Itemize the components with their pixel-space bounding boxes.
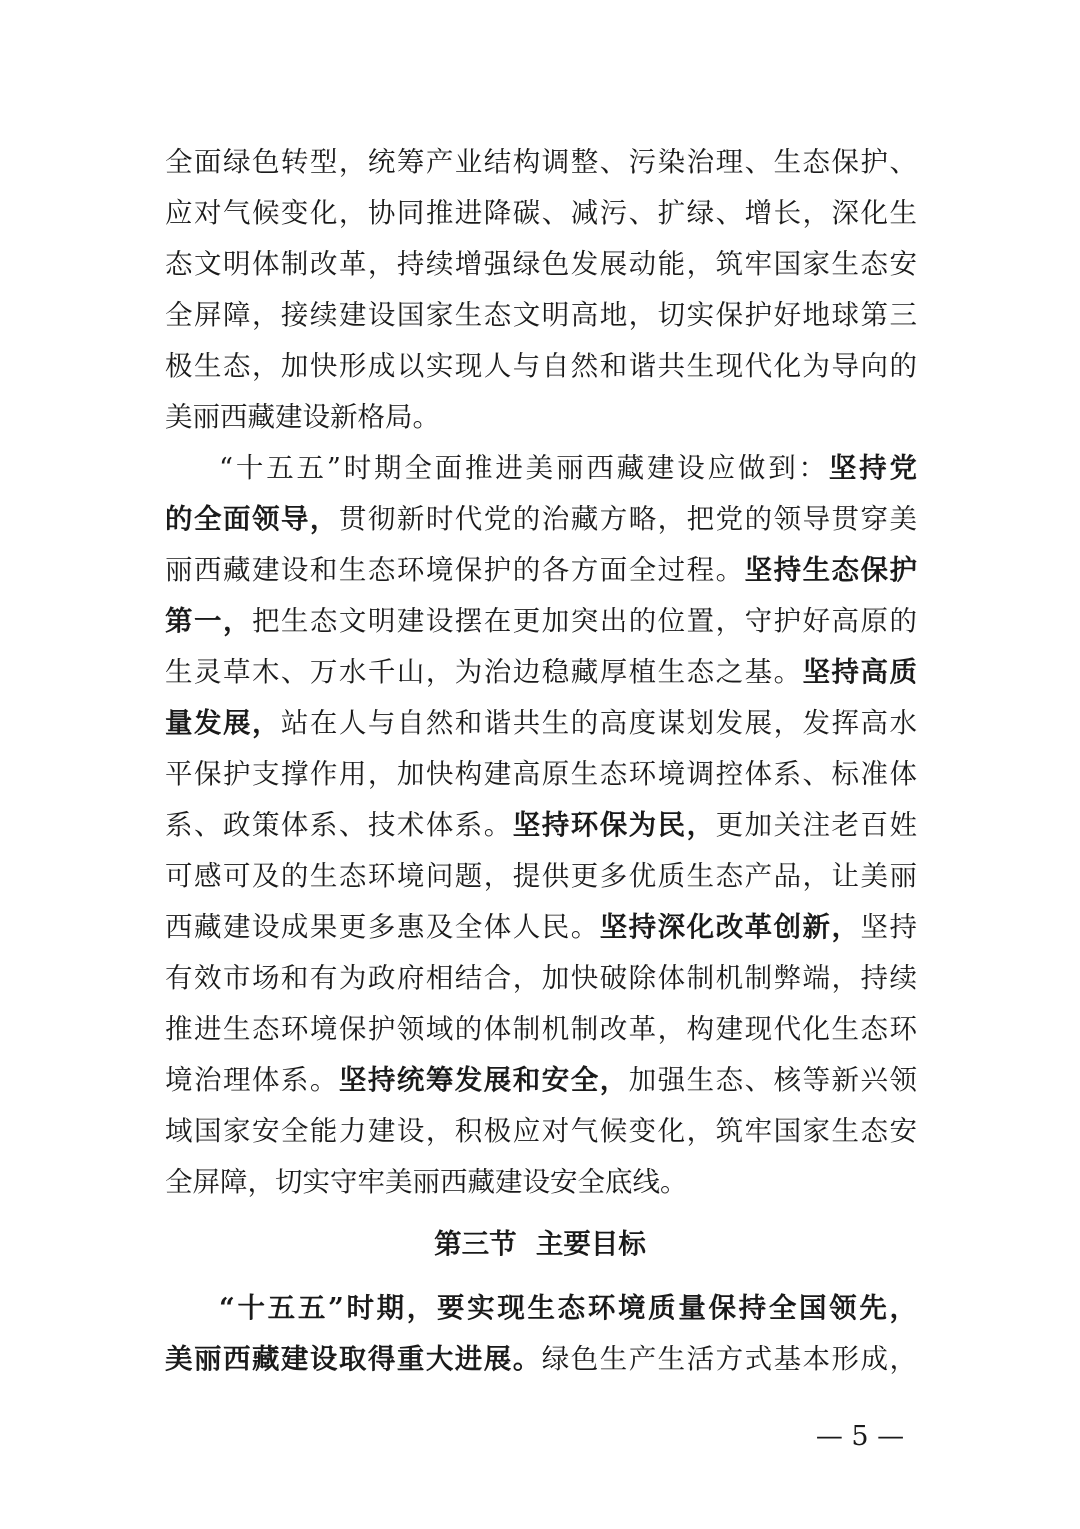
text-run: 站在人与自然和谐共生的高度谋划发展，发挥高水 [280, 707, 917, 739]
text-run: 生灵草木、万水千山，为治边稳藏厚植生态之基。 [165, 656, 803, 688]
text-run: 把生态文明建设摆在更加突出的位置，守护好高原的 [251, 605, 918, 637]
paragraph-2-line-8 [165, 805, 917, 845]
paragraph-2-line-13 [165, 1060, 917, 1100]
text-run: 更加关注老百姓 [715, 809, 918, 841]
text-run: 贯彻新时代党的治藏方略，把党的领导贯穿美 [338, 503, 918, 535]
bold-text-run: 美丽西藏建设取得重大进展。 [165, 1343, 542, 1375]
bold-text-run: 坚持统筹发展和安全， [338, 1064, 629, 1096]
paragraph-2-line-11: 有效市场和有为政府相结合，加快破除体制机制弊端，持续 [165, 962, 917, 994]
paragraph-2-line-4 [165, 601, 917, 641]
bold-text-run: 坚持党 [828, 452, 918, 484]
bold-text-run: 坚持高质 [802, 656, 918, 688]
paragraph-1-line-6: 美丽西藏建设新格局。 [165, 401, 440, 433]
paragraph-2-line-1 [219, 448, 917, 488]
text-run: 加强生态、核等新兴领 [628, 1064, 918, 1096]
bold-text-run: 坚持环保为民， [512, 809, 716, 841]
paragraph-2-line-3 [165, 550, 917, 590]
paragraph-2-line-10 [165, 907, 917, 947]
text-run: “十五五”时期全面推进美丽西藏建设应做到： [219, 452, 829, 484]
paragraph-2-line-7: 平保护支撑作用，加快构建高原生态环境调控体系、标准体 [165, 758, 917, 790]
paragraph-2-line-6 [165, 703, 917, 743]
text-run: 绿色生产生活方式基本形成， [541, 1343, 918, 1375]
paragraph-2-line-5 [165, 652, 917, 692]
paragraph-2-line-14: 域国家安全能力建设，积极应对气候变化，筑牢国家生态安 [165, 1115, 917, 1147]
text-run: 坚持 [860, 911, 918, 943]
text-run: 丽西藏建设和生态环境保护的各方面全过程。 [165, 554, 745, 586]
paragraph-1-line-2: 应对气候变化，协同推进降碳、减污、扩绿、增长，深化生 [165, 197, 917, 229]
bold-text-run: 量发展， [165, 707, 281, 739]
bold-text-run: 的全面领导， [165, 503, 339, 535]
section-heading: 第三节 主要目标 [434, 1228, 646, 1260]
paragraph-3-line-2 [165, 1339, 917, 1379]
paragraph-3-line-1: “十五五”时期，要实现生态环境质量保持全国领先， [219, 1292, 917, 1324]
paragraph-2-line-2 [165, 499, 917, 539]
bold-text-run: 第一， [165, 605, 252, 637]
paragraph-1-line-1: 全面绿色转型，统筹产业结构调整、污染治理、生态保护、 [165, 146, 917, 178]
paragraph-2-line-12: 推进生态环境保护领域的体制机制改革，构建现代化生态环 [165, 1013, 917, 1045]
paragraph-1-line-3: 态文明体制改革，持续增强绿色发展动能，筑牢国家生态安 [165, 248, 917, 280]
paragraph-1-line-5: 极生态，加快形成以实现人与自然和谐共生现代化为导向的 [165, 350, 917, 382]
paragraph-2-line-15: 全屏障，切实守牢美丽西藏建设安全底线。 [165, 1166, 688, 1198]
text-run: 系、政策体系、技术体系。 [165, 809, 513, 841]
paragraph-1-line-4: 全屏障，接续建设国家生态文明高地，切实保护好地球第三 [165, 299, 917, 331]
text-run: 西藏建设成果更多惠及全体人民。 [165, 911, 600, 943]
page-number: — 5 — [815, 1421, 905, 1452]
text-run: 境治理体系。 [165, 1064, 339, 1096]
bold-text-run: 坚持生态保护 [744, 554, 918, 586]
paragraph-2-line-9: 可感可及的生态环境问题，提供更多优质生态产品，让美丽 [165, 860, 917, 892]
bold-text-run: 坚持深化改革创新， [599, 911, 861, 943]
